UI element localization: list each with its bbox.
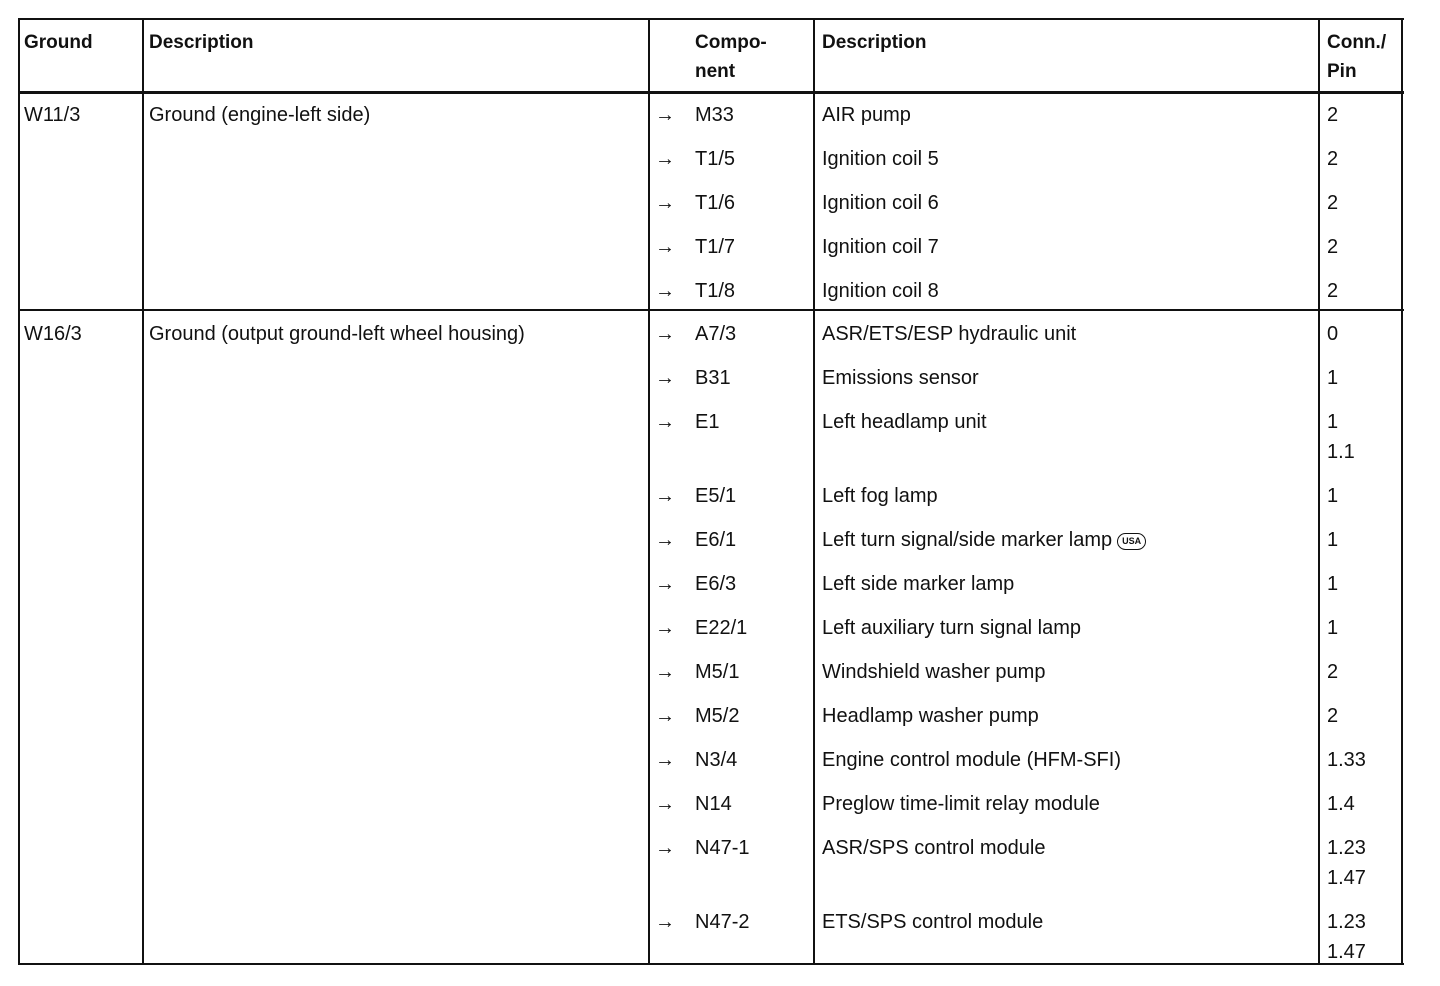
group-divider [18,309,1404,311]
arrow-icon: → [655,192,675,214]
header-conn-line2: Pin [1327,61,1357,82]
pin-value: 1.33 [1327,749,1366,771]
component-code: E6/3 [695,573,737,595]
column-divider [142,18,144,965]
component-description-text: Ignition coil 7 [822,236,939,258]
ground-description: Ground (output ground-left wheel housing) [149,323,525,345]
component-description-text: AIR pump [822,104,911,126]
header-component-line2: nent [695,61,736,82]
component-description-text: Windshield washer pump [822,661,1046,683]
arrow-icon: → [655,148,675,170]
arrow-icon: → [655,323,675,345]
arrow-icon: → [655,705,675,727]
pin-value: 2 [1327,705,1339,727]
component-code: T1/6 [695,192,736,214]
header-component-description: Description [822,32,927,53]
header-ground: Ground [24,32,93,53]
component-description-text: Left side marker lamp [822,573,1015,595]
pin-value: 1.23 [1327,837,1366,859]
pin-value: 2 [1327,104,1339,126]
header-component [695,28,767,86]
component-description [822,147,939,171]
component-code: E22/1 [695,617,748,639]
arrow-icon: → [655,911,675,933]
pin-value: 1 [1327,529,1339,551]
component-description [822,103,911,127]
component-code: N3/4 [695,749,738,771]
component-description-text: Left fog lamp [822,485,938,507]
component-code: M33 [695,104,734,126]
table-border-top [18,18,1404,20]
arrow-icon: → [655,367,675,389]
pin-value: 1.1 [1327,441,1355,463]
pin-value: 2 [1327,661,1339,683]
component-code: T1/5 [695,148,736,170]
pin-value: 2 [1327,192,1339,214]
component-description [822,484,938,508]
component-code: M5/1 [695,661,740,683]
component-description-text: Emissions sensor [822,367,979,389]
component-code: T1/8 [695,280,736,302]
component-description-text: Ignition coil 6 [822,192,939,214]
component-description [822,836,1045,860]
component-description [822,572,1014,596]
component-description-text: Left turn signal/side marker lamp [822,529,1113,551]
component-description [822,279,939,303]
component-code: E6/1 [695,529,737,551]
component-description [822,910,1043,934]
table-border-bottom [18,963,1404,965]
component-description [822,748,1121,772]
component-description-text: Preglow time-limit relay module [822,793,1100,815]
component-description [822,191,939,215]
header-conn-line1: Conn./ [1327,32,1387,53]
ground-code: W16/3 [24,323,82,345]
component-code: E1 [695,411,720,433]
header-divider [18,91,1404,94]
component-code: A7/3 [695,323,737,345]
pin-value: 1 [1327,485,1339,507]
component-description-text: Ignition coil 8 [822,280,939,302]
arrow-icon: → [655,793,675,815]
ground-description: Ground (engine-left side) [149,104,371,126]
pin-value: 1 [1327,617,1339,639]
pin-value: 1.47 [1327,941,1366,963]
component-description [822,704,1039,728]
pin-value: 1 [1327,573,1339,595]
column-divider [813,18,815,965]
ground-code: W11/3 [24,104,81,126]
component-description [822,616,1081,640]
pin-value: 1 [1327,367,1339,389]
component-code: N47-2 [695,911,750,933]
component-description [822,792,1100,816]
component-code: T1/7 [695,236,736,258]
component-description [822,410,987,434]
component-description [822,322,1076,346]
pin-value: 1.4 [1327,793,1355,815]
pin-value: 2 [1327,148,1339,170]
column-divider [648,18,650,965]
arrow-icon: → [655,485,675,507]
component-description [822,660,1045,684]
table-border-right [1401,18,1403,965]
arrow-icon: → [655,749,675,771]
component-description [822,366,979,390]
pin-value: 2 [1327,236,1339,258]
component-code: E5/1 [695,485,737,507]
arrow-icon: → [655,411,675,433]
component-description-text: Ignition coil 5 [822,148,939,170]
component-description-text: ASR/SPS control module [822,837,1046,859]
component-description [822,528,1146,552]
arrow-icon: → [655,661,675,683]
arrow-icon: → [655,529,675,551]
component-description-text: Headlamp washer pump [822,705,1039,727]
component-description-text: ETS/SPS control module [822,911,1044,933]
component-code: B31 [695,367,731,389]
component-description-text: Left auxiliary turn signal lamp [822,617,1082,639]
component-description-text: Left headlamp unit [822,411,987,433]
table-border-left [18,18,20,965]
arrow-icon: → [655,236,675,258]
arrow-icon: → [655,573,675,595]
component-code: M5/2 [695,705,740,727]
arrow-icon: → [655,104,675,126]
pin-value: 2 [1327,280,1339,302]
arrow-icon: → [655,837,675,859]
component-description [822,235,939,259]
component-description-text: Engine control module (HFM-SFI) [822,749,1121,771]
header-description: Description [149,32,254,53]
pin-value: 1.23 [1327,911,1366,933]
arrow-icon: → [655,617,675,639]
arrow-icon: → [655,280,675,302]
component-description-text: ASR/ETS/ESP hydraulic unit [822,323,1077,345]
pin-value: 0 [1327,323,1339,345]
component-code: N47-1 [695,837,750,859]
pin-value: 1 [1327,411,1339,433]
column-divider [1318,18,1320,965]
usa-badge-icon: USA [1117,533,1146,550]
pin-value: 1.47 [1327,867,1366,889]
header-conn-pin [1327,28,1386,86]
component-code: N14 [695,793,732,815]
header-component-line1: Compo- [695,32,767,53]
